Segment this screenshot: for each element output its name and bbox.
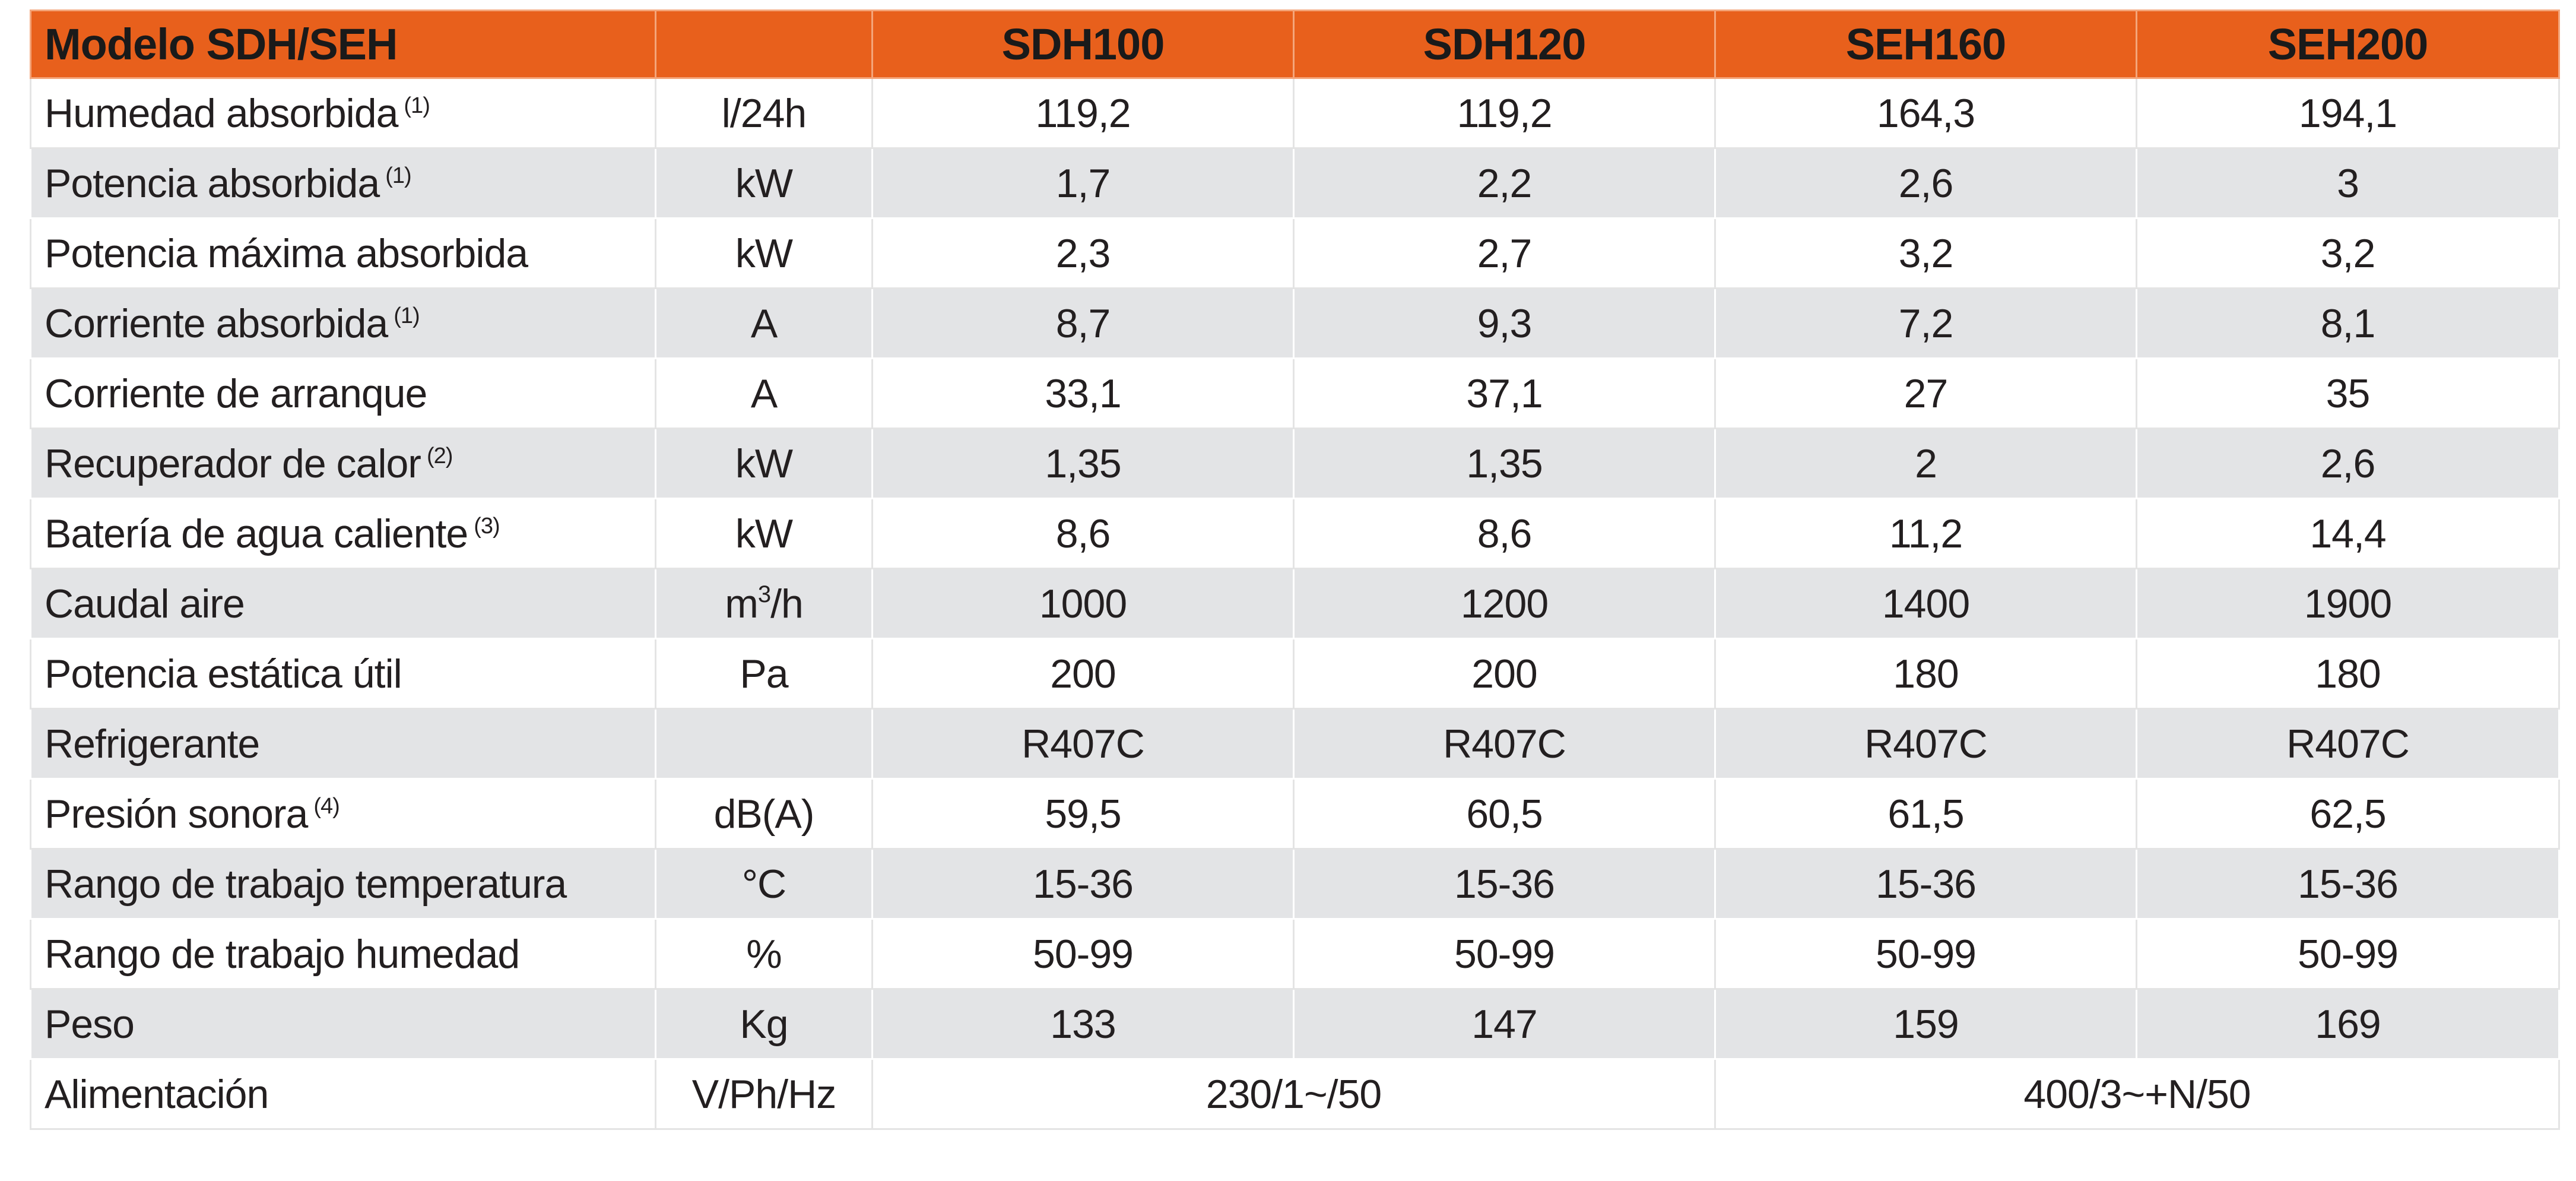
row-unit — [656, 849, 873, 919]
value-cell: 14,4 — [2137, 499, 2559, 569]
row-unit — [656, 569, 873, 639]
table-row — [31, 78, 2559, 148]
value-cell: 2,6 — [1715, 148, 2137, 219]
row-unit — [656, 779, 873, 849]
value-cell: 60,5 — [1294, 779, 1715, 849]
value-cell: 3 — [2137, 148, 2559, 219]
value-cell: 1000 — [873, 569, 1294, 639]
row-label-text: Potencia máxima absorbida — [45, 230, 528, 276]
table-row-power-supply — [31, 1059, 2559, 1129]
value-cell: 11,2 — [1715, 499, 2137, 569]
row-unit-text: m — [725, 581, 758, 626]
table-row — [31, 709, 2559, 779]
row-label-text: Caudal aire — [45, 581, 245, 626]
table-body — [31, 78, 2559, 1129]
row-label — [31, 709, 656, 779]
row-unit-text: kW — [735, 230, 793, 276]
footnote-marker: (1) — [394, 303, 420, 328]
header-model-sdh120: SDH120 — [1294, 11, 1715, 78]
row-label-text: Rango de trabajo humedad — [45, 931, 520, 977]
row-label — [31, 639, 656, 709]
value-cell: 1200 — [1294, 569, 1715, 639]
value-cell: 2,6 — [2137, 429, 2559, 499]
row-label-text: Batería de agua caliente — [45, 511, 468, 556]
value-cell: 59,5 — [873, 779, 1294, 849]
row-label: Alimentación — [31, 1059, 656, 1129]
row-label-text: Potencia absorbida — [45, 160, 380, 206]
table-row — [31, 359, 2559, 429]
spec-table — [30, 10, 2560, 1130]
footnote-marker: (2) — [426, 443, 453, 468]
value-cell: 15-36 — [2137, 849, 2559, 919]
row-label — [31, 148, 656, 219]
value-cell: 194,1 — [2137, 78, 2559, 148]
value-cell: R407C — [1715, 709, 2137, 779]
value-cell: 35 — [2137, 359, 2559, 429]
row-unit-text: A — [750, 371, 778, 416]
table-row — [31, 289, 2559, 359]
value-cell: 8,6 — [1294, 499, 1715, 569]
row-unit-text: Kg — [740, 1001, 788, 1047]
row-unit — [656, 709, 873, 779]
row-label — [31, 289, 656, 359]
value-cell: 33,1 — [873, 359, 1294, 429]
row-label-text: Recuperador de calor — [45, 441, 421, 486]
footnote-marker: (4) — [313, 793, 340, 819]
row-label-text: Corriente absorbida — [45, 300, 388, 346]
table-row — [31, 779, 2559, 849]
footnote-marker: (1) — [385, 163, 411, 188]
value-cell: 15-36 — [1715, 849, 2137, 919]
value-cell: 15-36 — [873, 849, 1294, 919]
table-row — [31, 219, 2559, 289]
row-label — [31, 359, 656, 429]
row-unit — [656, 429, 873, 499]
row-unit — [656, 78, 873, 148]
unit-tail: /h — [770, 581, 803, 626]
value-cell: R407C — [1294, 709, 1715, 779]
row-label — [31, 78, 656, 148]
row-label-text: Potencia estática útil — [45, 651, 402, 696]
row-unit-text: kW — [735, 511, 793, 556]
row-label-text: Peso — [45, 1001, 134, 1047]
row-unit-text: °C — [741, 861, 786, 907]
table-row — [31, 569, 2559, 639]
value-cell: 133 — [873, 989, 1294, 1059]
row-unit — [656, 219, 873, 289]
footnote-marker: (1) — [404, 93, 430, 118]
value-cell: R407C — [873, 709, 1294, 779]
value-cell: 62,5 — [2137, 779, 2559, 849]
value-cell: 1,35 — [1294, 429, 1715, 499]
row-unit-text: kW — [735, 160, 793, 206]
value-cell: 180 — [1715, 639, 2137, 709]
row-label — [31, 779, 656, 849]
value-cell: 27 — [1715, 359, 2137, 429]
value-cell: 2,7 — [1294, 219, 1715, 289]
value-cell: 9,3 — [1294, 289, 1715, 359]
value-cell: 2 — [1715, 429, 2137, 499]
table-row — [31, 849, 2559, 919]
row-label-text: Rango de trabajo temperatura — [45, 861, 567, 907]
unit-superscript: 3 — [757, 581, 771, 607]
table-row — [31, 989, 2559, 1059]
row-label — [31, 499, 656, 569]
row-label — [31, 849, 656, 919]
row-unit-text: l/24h — [721, 90, 807, 136]
row-label-text: Presión sonora — [45, 791, 308, 837]
row-unit — [656, 289, 873, 359]
row-unit-text: dB(A) — [713, 791, 814, 837]
value-cell: 2,2 — [1294, 148, 1715, 219]
table-row — [31, 499, 2559, 569]
row-unit-text: A — [750, 300, 778, 346]
row-label — [31, 429, 656, 499]
table-row — [31, 148, 2559, 219]
row-label — [31, 219, 656, 289]
row-unit — [656, 989, 873, 1059]
value-cell: 1,35 — [873, 429, 1294, 499]
value-cell: 1400 — [1715, 569, 2137, 639]
header-model-label: Modelo SDH/SEH — [31, 11, 656, 78]
row-unit — [656, 359, 873, 429]
value-cell: 119,2 — [873, 78, 1294, 148]
header-model-seh160: SEH160 — [1715, 11, 2137, 78]
header-row — [31, 11, 2559, 78]
value-cell: 119,2 — [1294, 78, 1715, 148]
row-unit-text: % — [746, 931, 782, 977]
row-label-text: Refrigerante — [45, 721, 260, 767]
value-cell: 50-99 — [1294, 919, 1715, 989]
value-cell: 37,1 — [1294, 359, 1715, 429]
row-label — [31, 989, 656, 1059]
header-model-sdh100: SDH100 — [873, 11, 1294, 78]
power-value-sdh: 230/1~/50 — [873, 1059, 1715, 1129]
value-cell: 50-99 — [1715, 919, 2137, 989]
value-cell: 159 — [1715, 989, 2137, 1059]
row-unit-text: Pa — [740, 651, 788, 696]
value-cell: 1900 — [2137, 569, 2559, 639]
value-cell: 164,3 — [1715, 78, 2137, 148]
power-value-seh: 400/3~+N/50 — [1715, 1059, 2559, 1129]
value-cell: 2,3 — [873, 219, 1294, 289]
row-unit — [656, 919, 873, 989]
row-label — [31, 919, 656, 989]
row-unit-text: kW — [735, 441, 793, 486]
value-cell: 169 — [2137, 989, 2559, 1059]
value-cell: 180 — [2137, 639, 2559, 709]
value-cell: 200 — [1294, 639, 1715, 709]
row-label-text: Corriente de arranque — [45, 371, 427, 416]
table-row — [31, 639, 2559, 709]
header-model-seh200: SEH200 — [2137, 11, 2559, 78]
value-cell: 3,2 — [2137, 219, 2559, 289]
row-unit — [656, 639, 873, 709]
value-cell: 8,1 — [2137, 289, 2559, 359]
row-unit: V/Ph/Hz — [656, 1059, 873, 1129]
value-cell: 61,5 — [1715, 779, 2137, 849]
value-cell: 1,7 — [873, 148, 1294, 219]
value-cell: 7,2 — [1715, 289, 2137, 359]
header-unit — [656, 11, 873, 78]
table-row — [31, 919, 2559, 989]
footnote-marker: (3) — [474, 513, 500, 539]
row-label-text: Humedad absorbida — [45, 90, 398, 136]
value-cell: 147 — [1294, 989, 1715, 1059]
value-cell: 50-99 — [873, 919, 1294, 989]
row-label — [31, 569, 656, 639]
value-cell: 8,7 — [873, 289, 1294, 359]
value-cell: 200 — [873, 639, 1294, 709]
row-unit — [656, 499, 873, 569]
value-cell: R407C — [2137, 709, 2559, 779]
table-row — [31, 429, 2559, 499]
value-cell: 8,6 — [873, 499, 1294, 569]
row-unit — [656, 148, 873, 219]
value-cell: 3,2 — [1715, 219, 2137, 289]
value-cell: 15-36 — [1294, 849, 1715, 919]
value-cell: 50-99 — [2137, 919, 2559, 989]
